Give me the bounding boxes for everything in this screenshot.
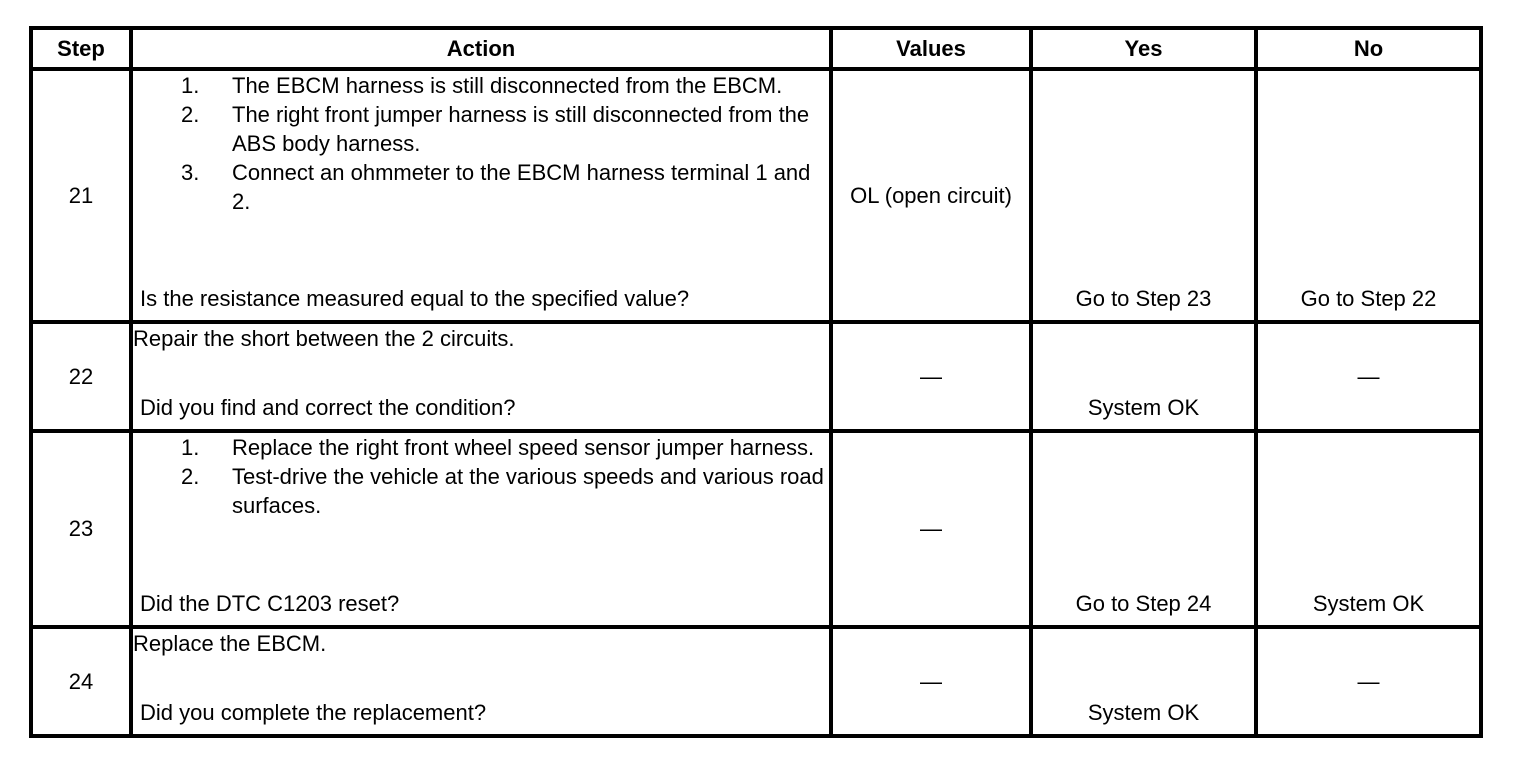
yes-result: System OK	[1087, 395, 1200, 420]
list-number: 2.	[181, 464, 200, 489]
table-row	[31, 627, 1481, 736]
question-text: Did you complete the replacement?	[140, 700, 487, 725]
no-result: —	[1357, 363, 1380, 389]
list-text: Replace the right front wheel speed sensor jumper harness.	[232, 435, 815, 460]
header-no: No	[1256, 28, 1481, 69]
list-text: Test-drive the vehicle at the various speeds and various road surfaces.	[232, 464, 824, 518]
table-row	[31, 431, 1481, 627]
yes-cell	[1031, 69, 1256, 322]
table-row	[31, 69, 1481, 322]
question-text: Did you find and correct the condition?	[140, 395, 516, 420]
list-text: Connect an ohmmeter to the EBCM harness terminal 1 and 2.	[232, 160, 811, 214]
question-text: Is the resistance measured equal to the specified value?	[140, 286, 690, 311]
yes-result: System OK	[1087, 700, 1200, 725]
header-yes: Yes	[1031, 28, 1256, 69]
action-cell	[131, 69, 831, 322]
no-cell	[1256, 627, 1481, 736]
list-number: 1.	[181, 435, 200, 460]
action-text: Repair the short between the 2 circuits.	[133, 326, 515, 351]
yes-cell	[1031, 627, 1256, 736]
yes-result: Go to Step 24	[1075, 591, 1212, 616]
action-list-item	[133, 158, 829, 216]
step-number: 21	[31, 69, 131, 322]
yes-result: Go to Step 23	[1075, 286, 1212, 311]
no-result: —	[1357, 668, 1380, 694]
no-cell	[1256, 322, 1481, 431]
value-cell: —	[831, 431, 1031, 627]
action-list-item	[133, 433, 829, 462]
action-list-item	[133, 100, 829, 158]
no-cell	[1256, 69, 1481, 322]
table-row	[31, 322, 1481, 431]
action-list	[133, 71, 829, 216]
action-list-item	[133, 71, 829, 100]
action-list	[133, 433, 829, 520]
list-number: 1.	[181, 73, 200, 98]
no-cell	[1256, 431, 1481, 627]
list-number: 3.	[181, 160, 200, 185]
yes-cell	[1031, 431, 1256, 627]
no-result: System OK	[1312, 591, 1425, 616]
value-cell: —	[831, 627, 1031, 736]
list-text: The right front jumper harness is still disconnected from the ABS body harness.	[232, 102, 810, 156]
action-cell	[131, 322, 831, 431]
diagnostic-table	[29, 26, 1483, 738]
step-number: 23	[31, 431, 131, 627]
step-number: 22	[31, 322, 131, 431]
step-number: 24	[31, 627, 131, 736]
action-text: Replace the EBCM.	[133, 631, 327, 656]
value-cell: OL (open circuit)	[831, 69, 1031, 322]
header-row	[31, 28, 1481, 69]
header-values: Values	[831, 28, 1031, 69]
value-cell: —	[831, 322, 1031, 431]
action-list-item	[133, 462, 829, 520]
yes-cell	[1031, 322, 1256, 431]
question-text: Did the DTC C1203 reset?	[140, 591, 400, 616]
no-result: Go to Step 22	[1300, 286, 1437, 311]
action-cell	[131, 627, 831, 736]
header-step: Step	[31, 28, 131, 69]
list-text: The EBCM harness is still disconnected from the EBCM.	[232, 73, 783, 98]
list-number: 2.	[181, 102, 200, 127]
header-action: Action	[131, 28, 831, 69]
action-cell	[131, 431, 831, 627]
